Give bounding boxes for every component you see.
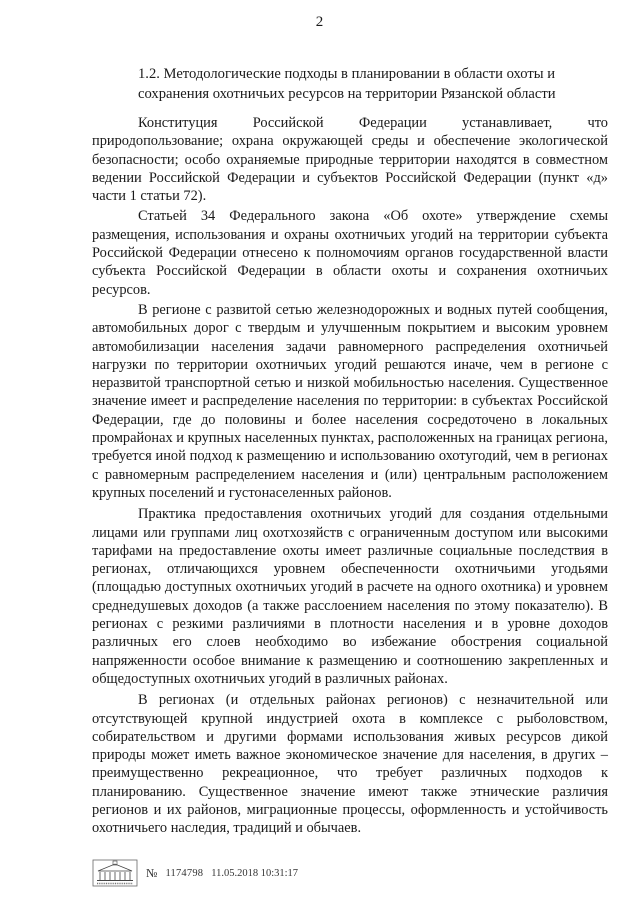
section-heading-line-1: 1.2. Методологические подходы в планировании в области охоты и bbox=[138, 66, 556, 82]
footer-stamp bbox=[92, 858, 298, 888]
section-heading bbox=[138, 64, 598, 104]
footer-datetime: 11.05.2018 10:31:17 bbox=[211, 867, 299, 879]
paragraph-transport-network: В регионе с развитой сетью железнодорожных и водных путей сообщения, автомобильных дорог с твердым и улучшенным покрытием и высоким уровнем автомобилизации населения задачи равномерного распределения охотничьей нагрузки по территории охотничьих угодий решаются иначе, чем в регионе с неразвитой транспортной сетью и низкой мобильностью населения. Существенное значение имеет и распределение населения по территории: в субъектах Российской Федерации, где до половины и более населения сосредоточено в локальных промрайонах и крупных населенных пунктах, расположенных на границах региона, требуется иной подход к размещению и использованию охотугодий, чем в регионах с равномерным распределением населения и (или) центральным расположением крупных поселений и густонаселенных районов. bbox=[92, 301, 608, 501]
page-number: 2 bbox=[315, 14, 324, 30]
footer-document-id: 1174798 bbox=[165, 867, 204, 879]
paragraph-article-34: Статьей 34 Федерального закона «Об охоте» утверждение схемы размещения, использования и охраны охотничьих угодий на территории субъекта Российской Федерации отнесено к полномочиям органов государственной власти субъекта Российской Федерации в области охоты и сохранения охотничьих ресурсов. bbox=[92, 208, 608, 298]
paragraph-practice: Практика предоставления охотничьих угодий для создания отдельными лицами или группами лиц охотхозяйств с ограниченным доступом или высокими тарифами на предоставление охоты имеет различные социальные последствия в регионах, отличающихся уровнем обеспеченности охотничьими угодьями (площадью доступных охотничьих угодий в расчете на одного охотника) и уровнем среднедушевых доходов (а также расслоением населения по этому показателю). В регионах с резкими различиями в плотности населения и в уровне доходов различных его слоев необходимо во избежание обострения социальной напряженности особое внимание к размещению и соотношению закрепленных и общедоступных охотничьих угодий в различных районах. bbox=[92, 506, 608, 687]
section-heading-line-2: сохранения охотничьих ресурсов на территории Рязанской области bbox=[138, 86, 556, 102]
paragraph-regions: В регионах (и отдельных районах регионов) с незначительной или отсутствующей крупной индустрией охота в комплексе с рыболовством, собирательством и другими формами использования живых ресурсов дикой природы может иметь важное экономическое значение для населения, в других – преимущественно рекреационное, что требует различных подходов к планированию. Существенное значение имеют также этнические различия регионов и их районов, миграционные процессы, оформленность и устойчивость охотничьего наследия, традиций и обычаев. bbox=[92, 692, 608, 837]
building-emblem-icon bbox=[92, 859, 138, 887]
paragraph-constitution: Конституция Российской Федерации устанавливает, что природопользование; охрана окружающей среды и обеспечение экологической безопасности; особо охраняемые природные территории находятся в совместном ведении Российской Федерации и субъектов Российской Федерации (пункт «д» части 1 статьи 72). bbox=[92, 115, 608, 205]
footer-number-sign: № bbox=[146, 865, 158, 880]
body-text bbox=[92, 114, 608, 838]
